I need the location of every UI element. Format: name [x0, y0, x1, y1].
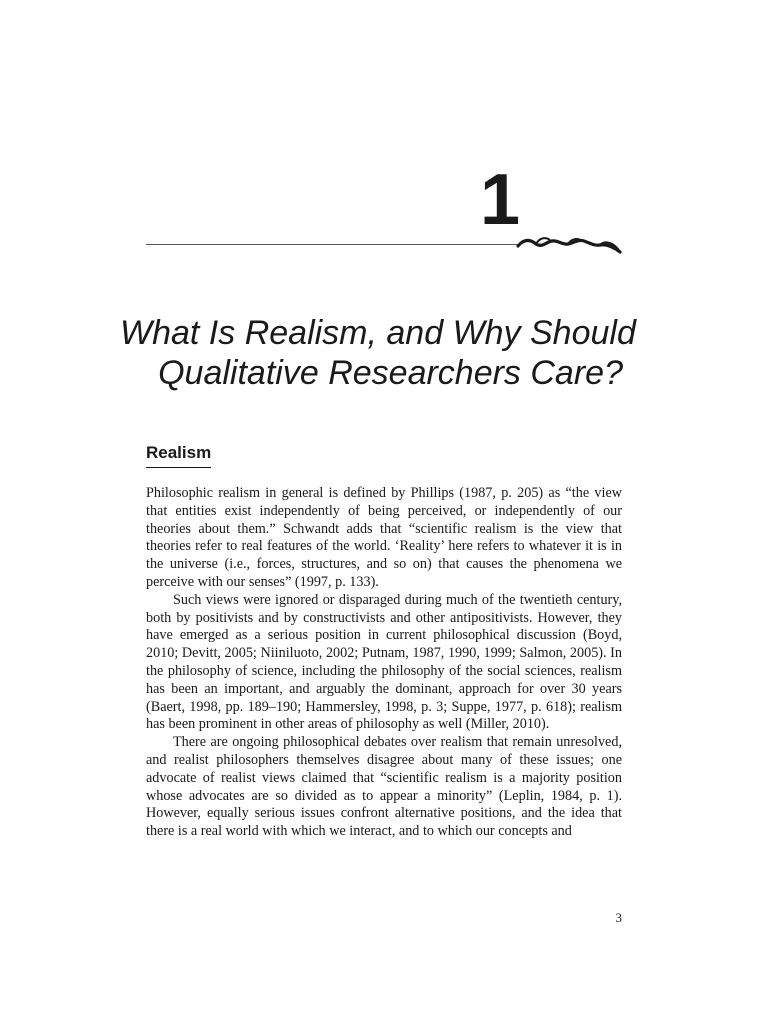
body-text: [146, 485, 622, 841]
section-heading: Realism: [146, 441, 211, 468]
chapter-number: 1: [479, 160, 520, 240]
flourish-ornament-icon: [516, 233, 624, 255]
paragraph-2: Such views were ignored or disparaged during much of the twentieth century, both by positivists and by constructivists and other antipositivists. However, they have emerged as a serious position in current philosophical discussion (Boyd, 2010; Devitt, 2005; Niiniluoto, 2002; Putnam, 1987, 1990, 1999; Salmon, 2005). In the philosophy of science, including the philosophy of the social sciences, realism has been an important, and arguably the dominant, approach for over 30 years (Baert, 1998, pp. 189–190; Hammersley, 1998, p. 3; Suppe, 1977, p. 618); realism has been prominent in other areas of philosophy as well (Miller, 2010).: [146, 591, 622, 733]
page-number: 3: [615, 910, 622, 925]
paragraph-1: Philosophic realism in general is defined by Phillips (1987, p. 205) as “the view that entities exist independently of being perceived, or independently of our theories about them.” Schwandt adds that “scientific realism is the view that theories refer to real features of the world. ‘Reality’ here refers to whatever it is in the universe (i.e., forces, structures, and so on) that causes the phenomena we perceive with our senses” (1997, p. 133).: [146, 485, 622, 590]
paragraph-3: There are ongoing philosophical debates over realism that remain unresolved, and realist philosophers themselves disagree about many of these issues; one advocate of realist views claimed that “scientific realism is a majority position whose advocates are so divided as to appear a minority” (Leplin, 1984, p. 1). However, equally serious issues confront alternative positions, and the idea that there is a real world with which we interact, and to which our concepts and: [146, 734, 622, 840]
chapter-title-line-1: What Is Realism, and Why Should: [120, 313, 636, 352]
chapter-title: [120, 313, 636, 393]
chapter-rule: [146, 244, 520, 245]
chapter-title-line-2: Qualitative Researchers Care?: [158, 353, 623, 392]
